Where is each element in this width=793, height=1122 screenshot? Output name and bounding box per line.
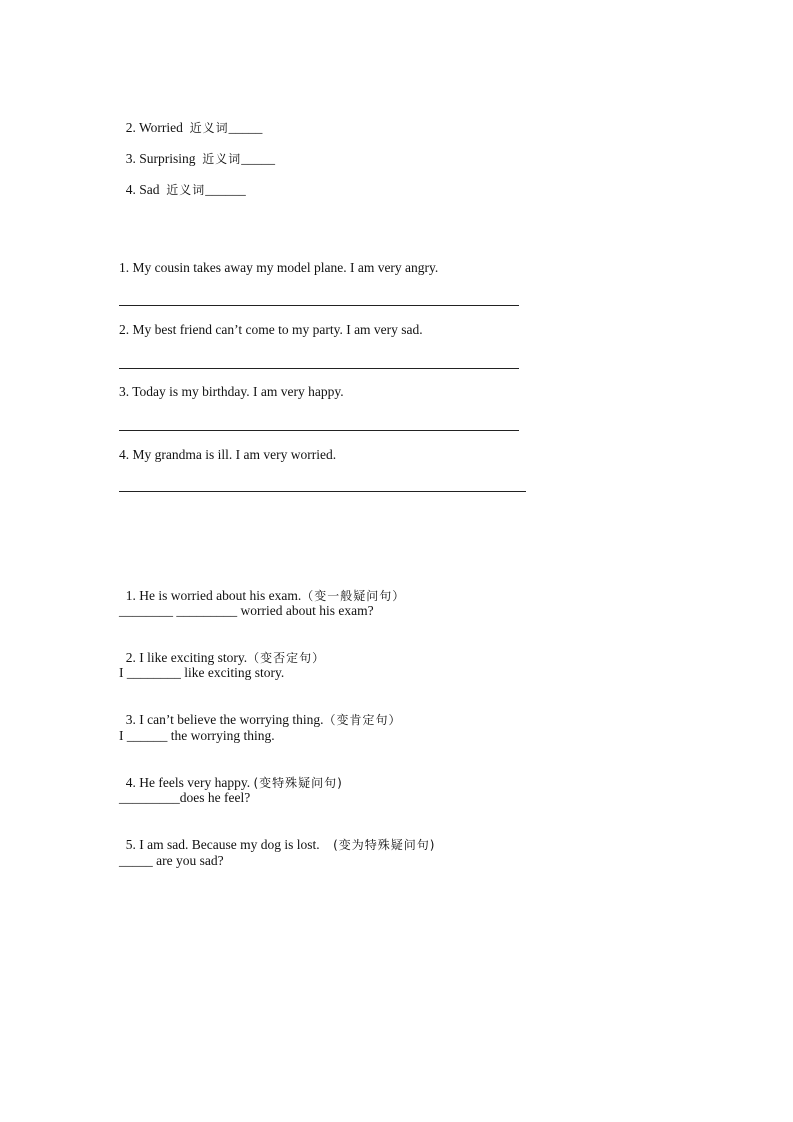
- transform-answer[interactable]: _____ are you sad?: [119, 853, 224, 868]
- question-text: 2. I like exciting story.: [125, 650, 248, 665]
- instruction-text: (变特殊疑问句): [253, 776, 343, 790]
- synonym-note: 近义词: [202, 152, 242, 166]
- synonym-blank[interactable]: _____: [241, 151, 276, 166]
- synonym-item: [119, 135, 275, 167]
- synonym-label: 4. Sad: [125, 182, 160, 197]
- answer-line[interactable]: [119, 368, 519, 369]
- transform-answer[interactable]: I ________ like exciting story.: [119, 665, 285, 680]
- transform-answer[interactable]: ________ _________ worried about his exam?: [119, 603, 374, 618]
- synonym-item: [119, 166, 246, 198]
- synonym-note: 近义词: [189, 121, 229, 135]
- transform-question: [119, 634, 325, 666]
- synonym-blank[interactable]: ______: [205, 182, 246, 197]
- response-prompt: 2. My best friend can’t come to my party. I am very sad.: [119, 322, 423, 337]
- question-text: 5. I am sad. Because my dog is lost.: [125, 837, 334, 852]
- response-prompt: 4. My grandma is ill. I am very worried.: [119, 447, 337, 462]
- question-text: 3. I can’t believe the worrying thing.: [125, 712, 324, 727]
- transform-question: [119, 759, 343, 791]
- synonym-label: 3. Surprising: [125, 151, 196, 166]
- synonym-blank[interactable]: _____: [228, 120, 263, 135]
- transform-question: [119, 821, 435, 853]
- transform-answer[interactable]: _________does he feel?: [119, 790, 251, 805]
- transform-answer[interactable]: I ______ the worrying thing.: [119, 728, 275, 743]
- answer-line[interactable]: [119, 305, 519, 306]
- synonym-item: [119, 104, 262, 136]
- question-text: 1. He is worried about his exam.: [125, 588, 302, 603]
- answer-line[interactable]: [119, 491, 526, 492]
- answer-line[interactable]: [119, 430, 519, 431]
- synonym-note: 近义词: [166, 183, 206, 197]
- transform-question: [119, 696, 401, 728]
- instruction-text: （变肯定句）: [323, 713, 402, 727]
- instruction-text: （变一般疑问句）: [301, 589, 406, 603]
- instruction-text: (变为特殊疑问句): [333, 838, 436, 852]
- response-prompt: 1. My cousin takes away my model plane. I am very angry.: [119, 260, 439, 275]
- transform-question: [119, 572, 405, 604]
- question-text: 4. He feels very happy.: [125, 775, 254, 790]
- synonym-label: 2. Worried: [125, 120, 183, 135]
- response-prompt: 3. Today is my birthday. I am very happy.: [119, 384, 344, 399]
- instruction-text: （变否定句）: [247, 651, 326, 665]
